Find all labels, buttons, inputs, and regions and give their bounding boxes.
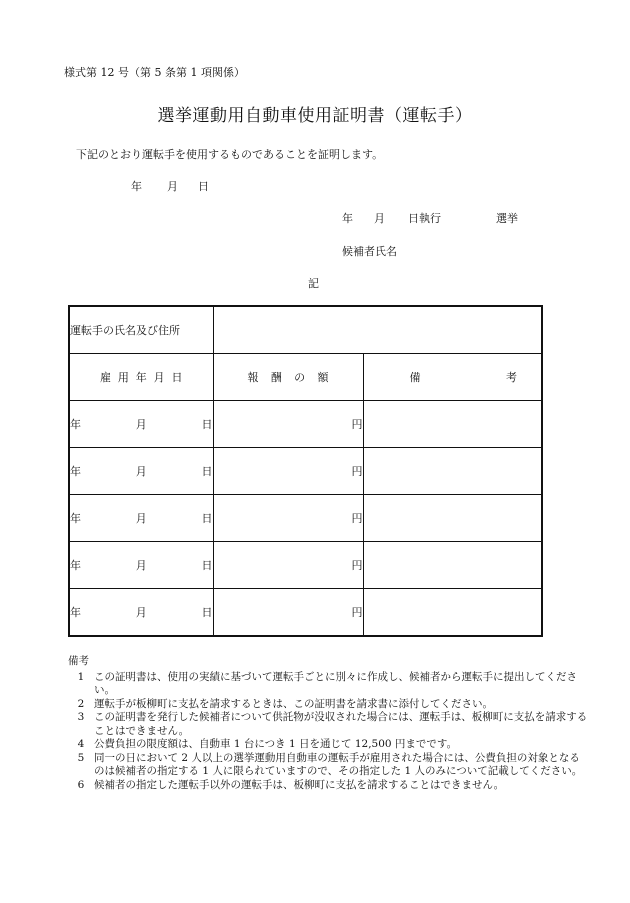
- header-char: 額: [317, 371, 329, 384]
- remuneration-cell[interactable]: [213, 401, 363, 448]
- month-char: 月: [135, 418, 147, 431]
- year-char: 年: [70, 465, 81, 478]
- month-char: 月: [135, 606, 147, 619]
- cert-date-day: 日: [198, 180, 209, 193]
- table-row: [69, 542, 542, 589]
- header-char: 考: [506, 371, 517, 384]
- candidate-name-label: 候補者氏名: [342, 245, 397, 258]
- note-text: 同一の日において 2 人以上の選挙運動用自動車の運転手が雇用された場合には、公費負担の対象となるのは候補者の指定する 1 人に限られていますので、その指定した 1 人のみについて記載してください。: [94, 751, 583, 777]
- year-char: 年: [70, 418, 81, 431]
- remarks-cell[interactable]: [363, 448, 542, 495]
- note-item: [68, 738, 588, 752]
- remarks-cell[interactable]: [363, 495, 542, 542]
- employment-date-cell[interactable]: [69, 401, 213, 448]
- note-item: [68, 752, 588, 779]
- notes-heading: 備考: [68, 655, 89, 667]
- table-row: [69, 495, 542, 542]
- header-row: [69, 354, 542, 401]
- yen-char: 円: [351, 418, 363, 431]
- yen-char: 円: [351, 559, 363, 572]
- table-row: [69, 589, 542, 637]
- note-number: 4: [77, 738, 85, 750]
- day-char: 日: [201, 465, 213, 478]
- page-title: 選挙運動用自動車使用証明書（運転手）: [157, 106, 473, 126]
- note-text: この証明書は、使用の実績に基づいて運転手ごとに別々に作成し、候補者から運転手に提出してください。: [94, 670, 577, 696]
- remuneration-cell[interactable]: [213, 495, 363, 542]
- note-item: [68, 711, 588, 738]
- employment-date-cell[interactable]: [69, 542, 213, 589]
- day-char: 日: [201, 559, 213, 572]
- header-char: 月: [153, 371, 165, 384]
- yen-char: 円: [351, 512, 363, 525]
- note-text: 候補者の指定した運転手以外の運転手は、板柳町に支払を請求することはできません。: [94, 778, 505, 791]
- remarks-cell[interactable]: [363, 401, 542, 448]
- remuneration-cell[interactable]: [213, 589, 363, 637]
- note-text: 運転手が板柳町に支払を請求するときは、この証明書を請求書に添付してください。: [94, 697, 493, 710]
- note-number: 3: [77, 711, 85, 723]
- notes-section: [68, 655, 588, 792]
- header-char: の: [294, 371, 306, 384]
- header-char: 年: [135, 371, 147, 384]
- note-text: この証明書を発行した候補者について供託物が没収された場合には、運転手は、板柳町に支払を請求することはできません。: [94, 711, 588, 737]
- election-label: 選挙: [496, 212, 518, 225]
- election-year: 年: [342, 212, 353, 225]
- day-char: 日: [201, 512, 213, 525]
- note-item: [68, 779, 588, 793]
- header-char: 報: [247, 371, 259, 384]
- day-char: 日: [201, 606, 213, 619]
- cert-date-month: 月: [167, 180, 178, 193]
- election-held: 日執行: [408, 212, 441, 225]
- employment-date-cell[interactable]: [69, 448, 213, 495]
- header-char: 雇: [100, 371, 111, 384]
- note-item: [68, 698, 588, 712]
- month-char: 月: [135, 465, 147, 478]
- driver-label: 運転手の氏名及び住所: [69, 306, 213, 354]
- remarks-cell[interactable]: [363, 542, 542, 589]
- employment-date-cell[interactable]: [69, 589, 213, 637]
- month-char: 月: [135, 559, 147, 572]
- ki-label: 記: [308, 277, 319, 290]
- note-text: 公費負担の限度額は、自動車 1 台につき 1 日を通じて 12,500 円までです。: [94, 738, 458, 750]
- day-char: 日: [201, 418, 213, 431]
- header-char: 備: [409, 371, 421, 384]
- month-char: 月: [135, 512, 147, 525]
- note-number: 5: [77, 751, 85, 764]
- driver-table: [68, 305, 543, 637]
- year-char: 年: [70, 512, 81, 525]
- remarks-cell[interactable]: [363, 589, 542, 637]
- header-char: 用: [117, 371, 129, 384]
- yen-char: 円: [351, 606, 363, 619]
- yen-char: 円: [351, 465, 363, 478]
- driver-value-cell[interactable]: [213, 306, 542, 354]
- election-month: 月: [374, 212, 385, 225]
- note-number: 2: [77, 697, 85, 710]
- year-char: 年: [70, 606, 81, 619]
- header-char: 日: [171, 371, 183, 384]
- note-number: 1: [77, 670, 85, 683]
- form-number: 様式第 12 号（第 5 条第 1 項関係）: [64, 66, 245, 79]
- remarks-header: [363, 354, 542, 401]
- header-char: 酬: [270, 371, 282, 384]
- note-item: [68, 671, 588, 698]
- table-row: [69, 448, 542, 495]
- employment-date-header: [69, 354, 213, 401]
- remuneration-cell[interactable]: [213, 448, 363, 495]
- year-char: 年: [70, 559, 81, 572]
- driver-info-row: [69, 306, 542, 354]
- certification-statement: 下記のとおり運転手を使用するものであることを証明します。: [76, 148, 384, 161]
- remuneration-header: [213, 354, 363, 401]
- remuneration-cell[interactable]: [213, 542, 363, 589]
- note-number: 6: [77, 778, 85, 791]
- cert-date-year: 年: [131, 180, 142, 193]
- table-row: [69, 401, 542, 448]
- employment-date-cell[interactable]: [69, 495, 213, 542]
